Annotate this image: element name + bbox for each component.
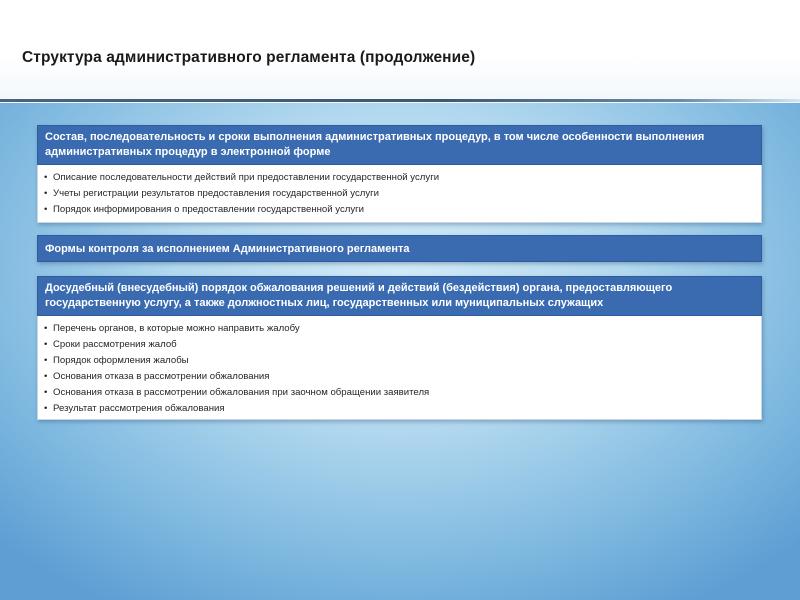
list-item-text: Порядок информирования о предоставлении государственной услуги <box>53 204 365 215</box>
list-item <box>44 369 755 385</box>
list-item-text: Порядок оформления жалобы <box>53 355 189 366</box>
bullet-icon: • <box>44 387 48 398</box>
list-item <box>44 170 755 186</box>
appeal-block-header: Досудебный (внесудебный) порядок обжалования решений и действий (бездействия) органа, предоставляющего государственную услугу, а также должностных лиц, государственных или муниципальных служащих <box>37 276 762 316</box>
bullet-icon: • <box>44 403 48 414</box>
bullet-icon: • <box>44 188 48 199</box>
control-forms-block-header: Формы контроля за исполнением Административного регламента <box>37 235 762 262</box>
bullet-icon: • <box>44 204 48 215</box>
bullet-icon: • <box>44 323 48 334</box>
list-item <box>44 385 755 401</box>
list-item-text: Сроки рассмотрения жалоб <box>53 339 177 350</box>
list-item <box>44 186 755 202</box>
list-item <box>44 202 755 218</box>
control-forms-block <box>37 235 762 262</box>
list-item <box>44 321 755 337</box>
list-item <box>44 401 755 417</box>
procedures-block-header: Состав, последовательность и сроки выполнения административных процедур, в том числе особенности выполнения административных процедур в электронной форме <box>37 125 762 165</box>
page-title: Структура административного регламента (продолжение) <box>22 49 476 66</box>
list-item-text: Основания отказа в рассмотрении обжалования <box>53 371 270 382</box>
title-divider <box>0 99 800 102</box>
bullet-icon: • <box>44 371 48 382</box>
appeal-block-list <box>37 316 762 420</box>
bullet-icon: • <box>44 172 48 183</box>
list-item-text: Результат рассмотрения обжалования <box>53 403 225 414</box>
bullet-icon: • <box>44 339 48 350</box>
list-item-text: Перечень органов, в которые можно направить жалобу <box>53 323 300 334</box>
procedures-block-list <box>37 165 762 223</box>
list-item-text: Описание последовательности действий при предоставлении государственной услуги <box>53 172 440 183</box>
list-item-text: Основания отказа в рассмотрении обжалования при заочном обращении заявителя <box>53 387 430 398</box>
list-item-text: Учеты регистрации результатов предоставления государственной услуги <box>53 188 380 199</box>
bullet-icon: • <box>44 355 48 366</box>
procedures-block <box>37 125 762 223</box>
list-item <box>44 337 755 353</box>
appeal-block <box>37 276 762 420</box>
list-item <box>44 353 755 369</box>
